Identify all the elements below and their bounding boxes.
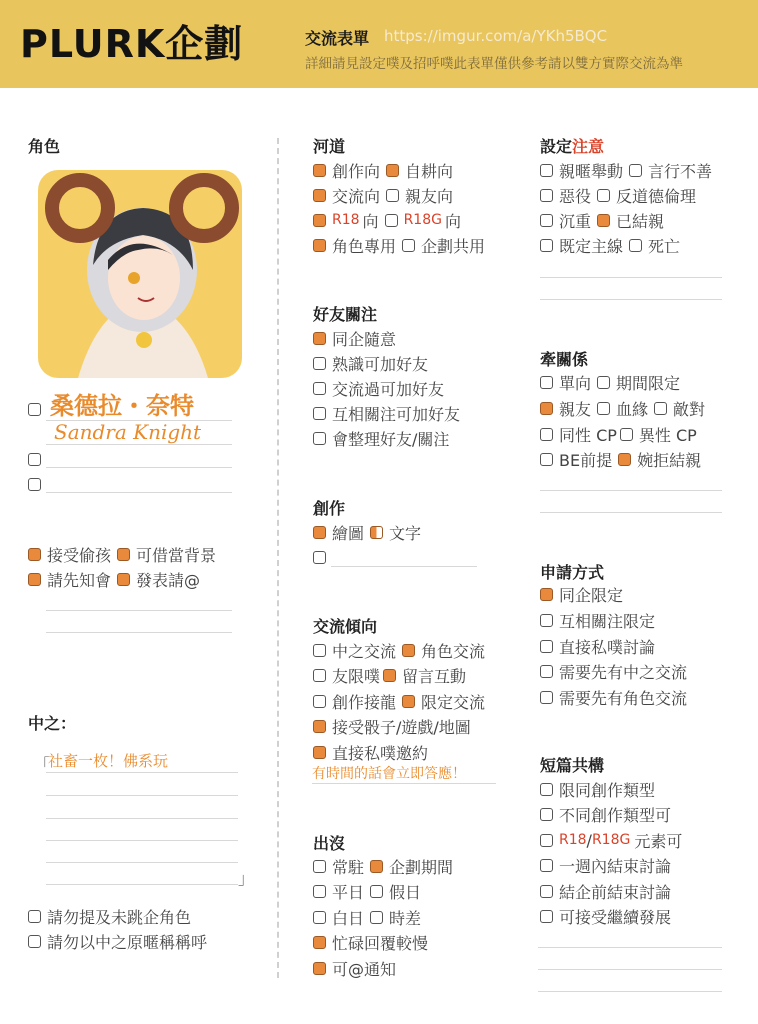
blank-line (538, 991, 722, 992)
form-url-link[interactable]: https://imgur.com/a/YKh5BQC (384, 27, 608, 45)
checkbox-checked[interactable] (117, 573, 130, 586)
option-label: 敵對 (673, 399, 706, 419)
checkbox[interactable] (402, 239, 415, 252)
checkbox[interactable] (313, 695, 326, 708)
checkbox[interactable] (540, 834, 553, 847)
interaction-section-title: 交流傾向 (313, 617, 378, 636)
checkbox[interactable] (313, 357, 326, 370)
nakano-option-row[interactable] (28, 905, 191, 927)
river-option-row[interactable] (313, 209, 461, 231)
option-label: 單向 (559, 373, 592, 393)
apply-option-row[interactable] (540, 583, 623, 605)
option-suffix: 向 (362, 211, 379, 231)
checkbox[interactable] (629, 239, 642, 252)
blank-line (46, 772, 238, 773)
relations-section-title: 牽關係 (540, 350, 589, 369)
form-title: 交流表單 (305, 29, 370, 48)
option-label: 同企限定 (559, 585, 624, 605)
option-label: 反道德倫理 (616, 186, 697, 206)
option-label: 需要先有中之交流 (559, 662, 688, 682)
friends-option-row[interactable] (313, 377, 444, 399)
checkbox[interactable] (540, 859, 553, 872)
option-label: 請勿以中之原暱稱稱呼 (47, 932, 208, 952)
appearance-option-row[interactable] (313, 855, 453, 877)
appearance-option-row[interactable] (313, 957, 396, 979)
option-label: 角色交流 (421, 641, 486, 661)
option-label: 請先知會 (47, 570, 112, 590)
option-label: 可接受繼續發展 (559, 907, 672, 927)
checkbox[interactable] (540, 614, 553, 627)
apply-option-row[interactable] (540, 686, 687, 708)
option-label: 企劃共用 (421, 236, 486, 256)
checkbox[interactable] (540, 376, 553, 389)
checkbox[interactable] (370, 911, 383, 924)
checkbox[interactable] (28, 403, 41, 416)
option-label: 一週內結束討論 (559, 856, 672, 876)
checkbox-checked[interactable] (313, 746, 326, 759)
checkbox-checked[interactable] (313, 164, 326, 177)
option-label: 自耕向 (405, 161, 454, 181)
checkbox-checked[interactable] (28, 548, 41, 561)
option-label: 期間限定 (616, 373, 681, 393)
checkbox[interactable] (540, 428, 553, 441)
checkbox[interactable] (313, 644, 326, 657)
checkbox[interactable] (597, 189, 610, 202)
option-label: 直接私噗邀約 (332, 743, 429, 763)
checkbox-checked[interactable] (117, 548, 130, 561)
blank-line (538, 969, 722, 970)
checkbox-checked[interactable] (402, 695, 415, 708)
checkbox[interactable] (540, 239, 553, 252)
checkbox[interactable] (597, 402, 610, 415)
checkbox-checked[interactable] (313, 526, 326, 539)
checkbox-checked[interactable] (313, 936, 326, 949)
blank-line (312, 783, 496, 784)
checkbox-checked[interactable] (386, 164, 399, 177)
friends-section-title: 好友關注 (313, 305, 378, 324)
blank-line (540, 490, 722, 491)
short-option-row[interactable] (540, 880, 671, 902)
settings-title-text: 設定 (540, 137, 573, 156)
checkbox[interactable] (629, 164, 642, 177)
option-label: 假日 (389, 882, 422, 902)
option-label: 婉拒結親 (637, 450, 702, 470)
option-label: 親友向 (405, 186, 454, 206)
checkbox-checked[interactable] (402, 644, 415, 657)
relations-option-row[interactable] (540, 423, 697, 445)
option-label: 交流向 (332, 186, 381, 206)
blank-line (46, 467, 232, 468)
interaction-note: 有時間的話會立即答應！ (312, 766, 466, 782)
option-label: 異性 CP (638, 425, 697, 445)
checkbox[interactable] (540, 783, 553, 796)
option-label: BE前提 (559, 450, 613, 470)
open-bracket: 「 (34, 755, 51, 774)
option-label: 結企前結束討論 (559, 882, 672, 902)
blank-option-row[interactable] (28, 448, 47, 470)
checkbox[interactable] (540, 808, 553, 821)
blank-line (46, 492, 232, 493)
checkbox[interactable] (313, 860, 326, 873)
option-label: R18G (591, 832, 631, 848)
checkbox-checked[interactable] (540, 402, 553, 415)
option-label: 既定主線 (559, 236, 624, 256)
settings-section-title (540, 134, 604, 157)
checkbox-checked[interactable] (313, 189, 326, 202)
interaction-option-row[interactable] (313, 664, 466, 686)
checkbox[interactable] (540, 214, 553, 227)
option-label: 時差 (389, 908, 422, 928)
appearance-option-row[interactable] (313, 906, 421, 928)
river-section-title: 河道 (313, 137, 346, 156)
option-label: 接受骰子/遊戲/地圖 (332, 717, 471, 737)
option-label: 互相關注可加好友 (332, 404, 461, 424)
settings-option-row[interactable] (540, 234, 680, 256)
checkbox[interactable] (370, 885, 383, 898)
checkbox[interactable] (540, 189, 553, 202)
short-section-title: 短篇共構 (540, 756, 605, 775)
form-note: 詳細請見設定噗及招呼噗此表單僅供參考請以雙方實際交流為準 (305, 56, 683, 72)
option-suffix: 向 (444, 211, 461, 231)
option-label: 同性 CP (559, 425, 617, 445)
blank-option-row[interactable] (313, 546, 332, 568)
checkbox[interactable] (28, 935, 41, 948)
appearance-option-row[interactable] (313, 931, 428, 953)
checkbox[interactable] (540, 640, 553, 653)
nakano-option-row[interactable] (28, 930, 207, 952)
character-avatar (38, 170, 242, 378)
option-label: 惡役 (559, 186, 592, 206)
blank-line (46, 884, 238, 885)
checkbox-checked[interactable] (313, 214, 326, 227)
interaction-option-row[interactable] (313, 741, 428, 763)
checkbox[interactable] (620, 428, 633, 441)
checkbox[interactable] (28, 453, 41, 466)
option-label: 常駐 (332, 857, 365, 877)
logo: PLURK企劃 (20, 22, 244, 66)
settings-option-row[interactable] (540, 209, 664, 231)
option-label: 互相關注限定 (559, 611, 656, 631)
option-label: 交流過可加好友 (332, 379, 445, 399)
header-banner (0, 0, 758, 88)
option-label: 創作向 (332, 161, 381, 181)
nakano-section-title: 中之： (28, 714, 77, 733)
checkbox[interactable] (313, 432, 326, 445)
checkbox-checked[interactable] (313, 239, 326, 252)
checkbox-checked[interactable] (540, 588, 553, 601)
interaction-option-row[interactable] (313, 690, 485, 712)
checkbox-checked[interactable] (597, 214, 610, 227)
option-label: 需要先有角色交流 (559, 688, 688, 708)
option-label: 留言互動 (402, 666, 467, 686)
option-label: 限定交流 (421, 692, 486, 712)
option-label: R18 (332, 212, 360, 228)
short-option-row[interactable] (540, 854, 671, 876)
option-label: 請勿提及未跳企角色 (47, 907, 192, 927)
option-label: 創作接龍 (332, 692, 397, 712)
checkbox[interactable] (313, 669, 326, 682)
short-option-row[interactable] (540, 778, 655, 800)
checkbox[interactable] (540, 453, 553, 466)
option-label: 限同創作類型 (559, 780, 656, 800)
option-label: 文字 (389, 523, 422, 543)
checkbox-checked[interactable] (618, 453, 631, 466)
checkbox-checked[interactable] (28, 573, 41, 586)
checkbox[interactable] (654, 402, 667, 415)
apply-option-row[interactable] (540, 635, 655, 657)
blank-line (46, 632, 232, 633)
friends-option-row[interactable] (313, 327, 396, 349)
checkbox[interactable] (28, 478, 41, 491)
option-label: 可借當背景 (136, 545, 217, 565)
relations-option-row[interactable] (540, 371, 680, 393)
settings-title-highlight: 注意 (572, 137, 605, 156)
checkbox[interactable] (313, 551, 326, 564)
creation-option-row[interactable] (313, 521, 421, 543)
blank-line (46, 795, 238, 796)
checkbox[interactable] (313, 885, 326, 898)
checkbox[interactable] (540, 665, 553, 678)
option-label: 親暱舉動 (559, 161, 624, 181)
name-row[interactable] (28, 398, 47, 420)
creation-section-title: 創作 (313, 499, 346, 518)
checkbox[interactable] (313, 382, 326, 395)
option-label: R18 (559, 832, 587, 848)
checkbox-half[interactable] (370, 526, 383, 539)
blank-line (540, 277, 722, 278)
river-option-row[interactable] (313, 184, 453, 206)
appearance-section-title: 出沒 (313, 834, 346, 853)
checkbox[interactable] (313, 911, 326, 924)
interaction-option-row[interactable] (313, 715, 471, 737)
relations-option-row[interactable] (540, 397, 705, 419)
option-label: 平日 (332, 882, 365, 902)
apply-option-row[interactable] (540, 660, 687, 682)
short-option-row[interactable] (540, 905, 671, 927)
checkbox[interactable] (386, 189, 399, 202)
option-label: 同企隨意 (332, 329, 397, 349)
short-option-row[interactable] (540, 803, 671, 825)
interaction-option-row[interactable] (313, 639, 485, 661)
apply-option-row[interactable] (540, 609, 655, 631)
relations-option-row[interactable] (540, 448, 701, 470)
blank-line (46, 444, 232, 445)
option-label: 直接私噗討論 (559, 637, 656, 657)
option-label: 死亡 (648, 236, 681, 256)
option-label: 不同創作類型可 (559, 805, 672, 825)
option-label: 血緣 (616, 399, 649, 419)
option-label: R18G (403, 212, 442, 228)
blank-line (46, 818, 238, 819)
option-label: 言行不善 (648, 161, 713, 181)
option-label: 會整理好友/關注 (332, 429, 450, 449)
settings-option-row[interactable] (540, 184, 696, 206)
blank-line (46, 840, 238, 841)
checkbox[interactable] (540, 910, 553, 923)
friends-option-row[interactable] (313, 352, 428, 374)
checkbox[interactable] (313, 407, 326, 420)
character-option-row[interactable] (28, 568, 200, 590)
option-label: 熟識可加好友 (332, 354, 429, 374)
checkbox-checked[interactable] (313, 720, 326, 733)
option-label: 中之交流 (332, 641, 397, 661)
checkbox[interactable] (597, 376, 610, 389)
checkbox[interactable] (28, 910, 41, 923)
option-label: 發表請@ (136, 570, 201, 590)
option-label: 忙碌回覆較慢 (332, 933, 429, 953)
blank-line (46, 610, 232, 611)
river-option-row[interactable] (313, 159, 453, 181)
option-label: 企劃期間 (389, 857, 454, 877)
option-label: 可@通知 (332, 959, 397, 979)
checkbox[interactable] (540, 691, 553, 704)
option-label: 元素可 (634, 831, 683, 851)
close-bracket: 」 (238, 869, 255, 888)
checkbox-checked[interactable] (383, 669, 396, 682)
option-label: 友限噗 (332, 666, 381, 686)
checkbox[interactable] (540, 885, 553, 898)
appearance-option-row[interactable] (313, 880, 421, 902)
checkbox-checked[interactable] (313, 962, 326, 975)
blank-line (46, 420, 232, 421)
checkbox-checked[interactable] (370, 860, 383, 873)
character-section-title: 角色 (28, 137, 61, 156)
checkbox[interactable] (540, 164, 553, 177)
column-divider (277, 138, 279, 978)
nakano-note: 社畜一枚！佛系玩 (48, 752, 169, 770)
option-label: 親友 (559, 399, 592, 419)
option-label: 沉重 (559, 211, 592, 231)
option-label: 繪圖 (332, 523, 365, 543)
blank-line (538, 947, 722, 948)
blank-option-row[interactable] (28, 473, 47, 495)
checkbox[interactable] (385, 214, 398, 227)
river-option-row[interactable] (313, 234, 485, 256)
apply-section-title: 申請方式 (540, 563, 605, 582)
short-option-row[interactable] (540, 829, 682, 851)
character-name-en: Sandra Knight (54, 420, 202, 444)
option-separator: / (586, 830, 592, 850)
blank-line (540, 299, 722, 300)
option-label: 角色專用 (332, 236, 397, 256)
settings-option-row[interactable] (540, 159, 712, 181)
option-label: 白日 (332, 908, 365, 928)
character-name-cn: 桑德拉・奈特 (50, 392, 194, 420)
blank-line (46, 862, 238, 863)
blank-line (540, 512, 722, 513)
blank-line (331, 566, 477, 567)
checkbox-checked[interactable] (313, 332, 326, 345)
option-label: 接受偷孩 (47, 545, 112, 565)
option-label: 已結親 (616, 211, 665, 231)
character-option-row[interactable] (28, 543, 216, 565)
friends-option-row[interactable] (313, 402, 460, 424)
friends-option-row[interactable] (313, 427, 449, 449)
